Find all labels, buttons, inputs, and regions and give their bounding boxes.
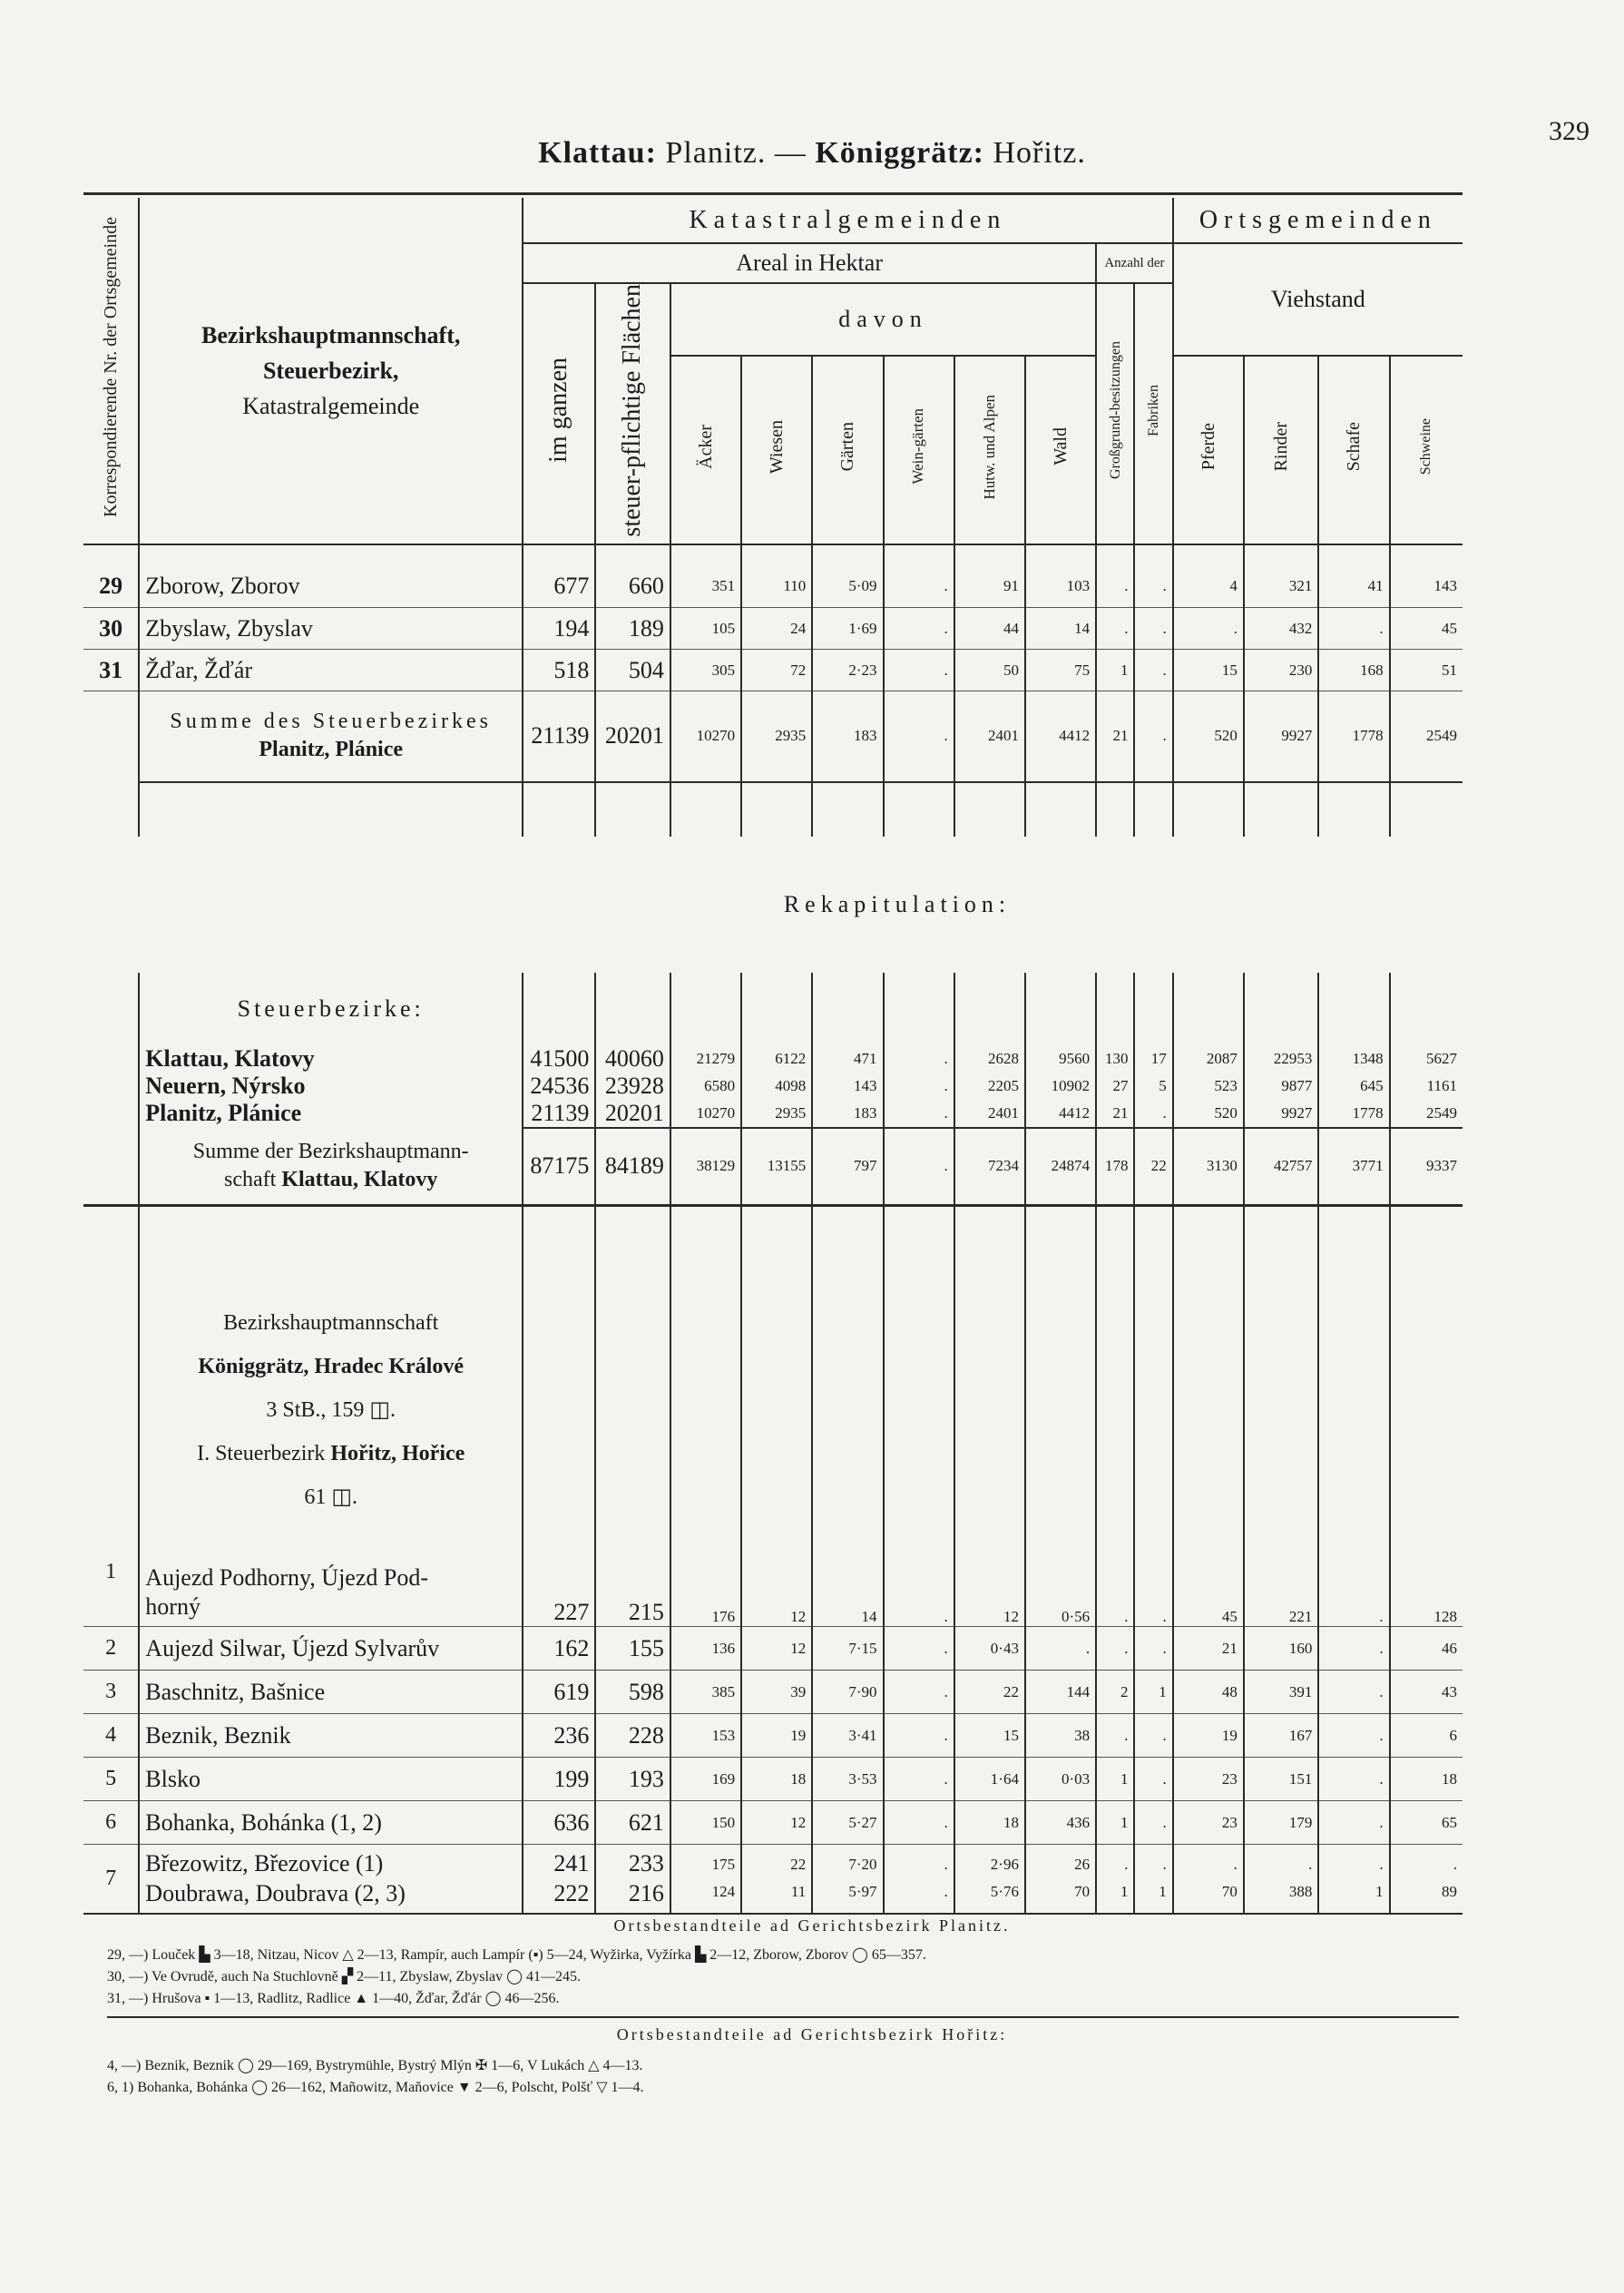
kg-line3: 3 StB., 159 ◫. [266,1397,396,1422]
col-fabriken: Fabriken [1134,283,1172,544]
fn-line-31: 31, —) Hrušova ▪ 1—13, Radlitz, Radlice ▲ 1—40, Žďar, Žďár ◯ 46—256. [107,1991,560,2006]
top-rule [83,192,1463,195]
header-left: Klattau: [538,136,657,170]
kg-line1: Bezirkshauptmannschaft [223,1310,439,1335]
rekap-steuerbezirke: Steuerbezirke: [139,973,523,1045]
rekap-title: Rekapitulation: [783,890,1012,917]
group-anzahl: Anzahl der [1096,243,1173,283]
group-areal: Areal in Hektar [523,243,1096,283]
table-row: 29 Zborow, Zborov 677 660 351 110 5·09 . 91 103 . . 4 321 41 143 [83,566,1463,608]
fn-line-30: 30, —) Ve Ovrudě, auch Na Stuchlovně ▞ 2—11, Zbyslaw, Zbyslav ◯ 41—245. [107,1969,581,1984]
kg-line5: 61 ◫. [304,1485,358,1509]
table-row: 4 Beznik, Beznik 236 228 153 19 3·41 . 15 38 . . 19 167 . 6 [83,1714,1463,1758]
table-row: Planitz, Plánice 21139 20201 10270 2935 183 . 2401 4412 21 . 520 9927 1778 2549 [83,1100,1463,1128]
summe-planitz-row: Summe des Steuerbezirkes Planitz, Plánice 21139 20201 10270 2935 183 . 2401 4412 21 . 520 9927 1778 2549 [83,691,1463,782]
table-row: 2 Aujezd Silwar, Újezd Sylvarův 162 155 136 12 7·15 . 0·43 . . . 21 160 . 46 [83,1627,1463,1671]
kg-line4b: Hořitz, Hořice [330,1441,465,1465]
fn-line-6: 6, 1) Bohanka, Bohánka ◯ 26—162, Mañowitz, Maňovice ▼ 2—6, Polscht, Polšť ▽ 1—4. [107,2080,644,2095]
header-dash: — [774,136,807,170]
rekap-summe-l1: Summe der Bezirkshauptmann- [192,1139,469,1163]
col-im-ganzen: im ganzen [523,283,595,544]
col-district-l3: Katastralgemeinde [242,392,420,419]
col-schafe: Schafe [1318,356,1389,544]
table-row: 3 Baschnitz, Bašnice 619 598 385 39 7·90 . 22 144 2 1 48 391 . 43 [83,1671,1463,1714]
summe-planitz-l1: Summe des Steuerbezirkes [170,710,492,734]
col-wald: Wald [1025,356,1096,544]
col-aecker: Äcker [670,356,741,544]
col-gross: Großgrund-besitzungen [1096,283,1134,544]
kg-line2: Königgrätz, Hradec Králové [198,1354,464,1378]
group-vieh: Viehstand [1173,243,1463,356]
table-row: 7 Březowitz, Březovice (1) Doubrawa, Doubrava (2, 3) 241 222 233 216 175 124 22 11 7·20 5·97 . . 2·96 5·76 26 70 . 1 . 1 . 70 . 388 . 1 . 89 [83,1845,1463,1914]
col-schweine: Schweine [1390,356,1463,544]
rekap-summe-l2a: schaft [224,1167,277,1191]
koeniggraetz-block [139,1260,523,1560]
table-row: 6 Bohanka, Bohánka (1, 2) 636 621 150 12 5·27 . 18 436 1 . 23 179 . 65 [83,1801,1463,1845]
page-number: 329 [1549,116,1590,146]
col-weingaerten: Wein-gärten [884,356,954,544]
col-district-l1: Bezirkshauptmannschaft, [201,321,461,348]
col-hutw: Hutw. und Alpen [954,356,1025,544]
header-left-sub: Planitz. [665,136,767,170]
fn-title-planitz: Ortsbestandteile ad Gerichtsbezirk Planitz. [613,1916,1011,1935]
fn-line-4: 4, —) Beznik, Beznik ◯ 29—169, Bystrymühle, Bystrý Mlýn ✠ 1—6, V Lukách △ 4—13. [107,2058,643,2073]
header-right-sub: Hořitz. [993,136,1086,170]
col-wiesen: Wiesen [741,356,812,544]
table-row: 30 Zbyslaw, Zbyslav 194 189 105 24 1·69 . 44 14 . . . 432 . 45 [83,608,1463,650]
col-nr-label: Korrespondierende Nr. der Ortsgemeinde [101,217,122,518]
table-row: 31 Žďar, Žďár 518 504 305 72 2·23 . 50 75 1 . 15 230 168 51 [83,650,1463,691]
col-steuerpflichtige: steuer-pflichtige Flächen [595,283,670,544]
group-kataster: Katastralgemeinden [523,198,1173,243]
group-orts: Ortsgemeinden [1173,198,1463,243]
summe-planitz-l2: Planitz, Plánice [259,738,404,762]
col-district-header [139,198,523,544]
col-gaerten: Gärten [812,356,883,544]
header-right: Königgrätz: [815,136,984,170]
col-rinder: Rinder [1244,356,1318,544]
rekap-summe-l2b: Klattau, Klatovy [281,1167,438,1191]
table-row: 1 Aujezd Podhorny, Újezd Pod- horný 227 215 176 12 14 . 12 0·56 . . 45 221 . 128 [83,1560,1463,1627]
statistics-table [83,198,1463,1915]
table-row: Neuern, Nýrsko 24536 23928 6580 4098 143 . 2205 10902 27 5 523 9877 645 1161 [83,1073,1463,1100]
table-row: Klattau, Klatovy 41500 40060 21279 6122 471 . 2628 9560 130 17 2087 22953 1348 5627 [83,1045,1463,1073]
col-pferde: Pferde [1173,356,1244,544]
rekap-summe-row: Summe der Bezirkshauptmann- schaft Klattau, Klatovy 87175 84189 38129 13155 797 . 7234 24874 178 22 3130 42757 3771 9337 [83,1128,1463,1206]
fn-line-29: 29, —) Louček ▙ 3—18, Nitzau, Nicov △ 2—13, Rampír, auch Lampír (▪) 5—24, Wyžirka, Vyžírka ▙ 2—12, Zborow, Zborov ◯ 65—357. [107,1947,926,1963]
group-davon: davon [670,283,1096,356]
page-header [0,136,1624,171]
col-district-l2: Steuerbezirk, [262,357,399,384]
kg-line4a: I. Steuerbezirk [197,1441,326,1465]
fn-title-horitz: Ortsbestandteile ad Gerichtsbezirk Hořitz: [616,2025,1008,2043]
col-nr-header [83,198,139,544]
table-row: 5 Blsko 199 193 169 18 3·53 . 1·64 0·03 1 . 23 151 . 18 [83,1758,1463,1801]
